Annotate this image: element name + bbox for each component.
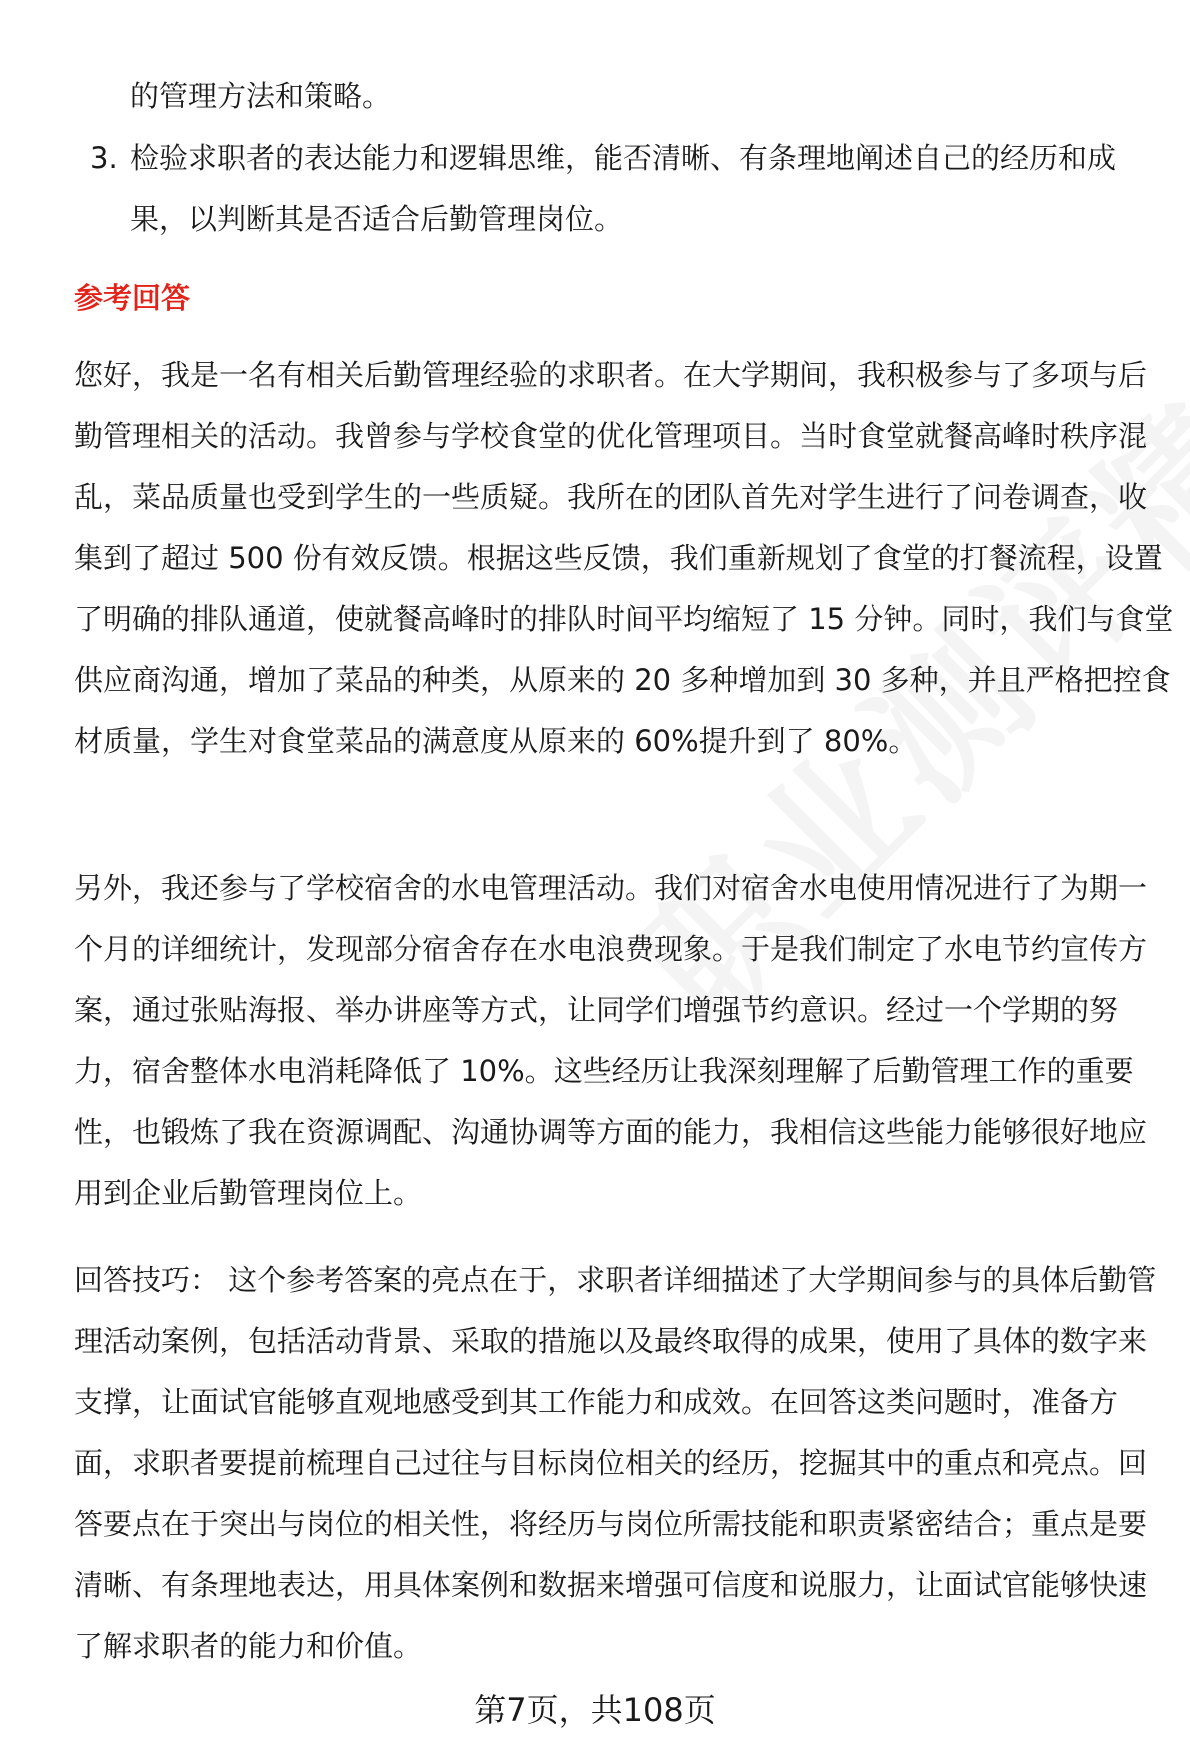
answer-paragraph-2: 另外，我还参与了学校宿舍的水电管理活动。我们对宿舍水电使用情况进行了为期一个月的详细统计，发现部分宿舍存在水电浪费现象。于是我们制定了水电节约宣传方案，通过张贴海报、举办讲座等方式，让同学们增强节约意识。经过一个学期的努力，宿舍整体水电消耗降低了 10%。这些经历让我深刻理解了后勤管理工作的重要性，也锻炼了我在资源调配、沟通协调等方面的能力，我相信这些能力能够很好地应用到企业后勤管理岗位上。 (74, 871, 1148, 1210)
answer-paragraph-1: 您好，我是一名有相关后勤管理经验的求职者。在大学期间，我积极参与了多项与后勤管理相关的活动。我曾参与学校食堂的优化管理项目。当时食堂就餐高峰时秩序混乱，菜品质量也受到学生的一些质疑。我所在的团队首先对学生进行了问卷调查，收集到了超过 500 份有效反馈。根据这些反馈，我们重新规划了食堂的打餐流程，设置了明确的排队通道，使就餐高峰时的排队时间平均缩短了 15 分钟。同时，我们与食堂供应商沟通，增加了菜品的种类，从原来的 20 多种增加到 30 多种，并且严格把控食材质量，学生对食堂菜品的满意度从原来的 60%提升到了 80%。 (74, 358, 1174, 758)
page-footer: 第7页，共108页 (474, 1691, 716, 1729)
list-item-text: 检验求职者的表达能力和逻辑思维，能否清晰、有条理地阐述自己的经历和成果，以判断其是否适合后勤管理岗位。 (130, 141, 1117, 236)
list-item-2-continuation: 的管理方法和策略。 (130, 79, 392, 113)
answer-tips-paragraph: 回答技巧： 这个参考答案的亮点在于，求职者详细描述了大学期间参与的具体后勤管理活动案例，包括活动背景、采取的措施以及最终取得的成果，使用了具体的数字来支撑，让面试官能够直观地感受到其工作能力和成效。在回答这类问题时，准备方面，求职者要提前梳理自己过往与目标岗位相关的经历，挖掘其中的重点和亮点。回答要点在于突出与岗位的相关性，将经历与岗位所需技能和职责紧密结合；重点是要清晰、有条理地表达，用具体案例和数据来增强可信度和说服力，让面试官能够快速了解求职者的能力和价值。 (74, 1263, 1157, 1663)
list-item-number: 3. (90, 141, 118, 175)
answer-heading: 参考回答 (74, 281, 191, 315)
